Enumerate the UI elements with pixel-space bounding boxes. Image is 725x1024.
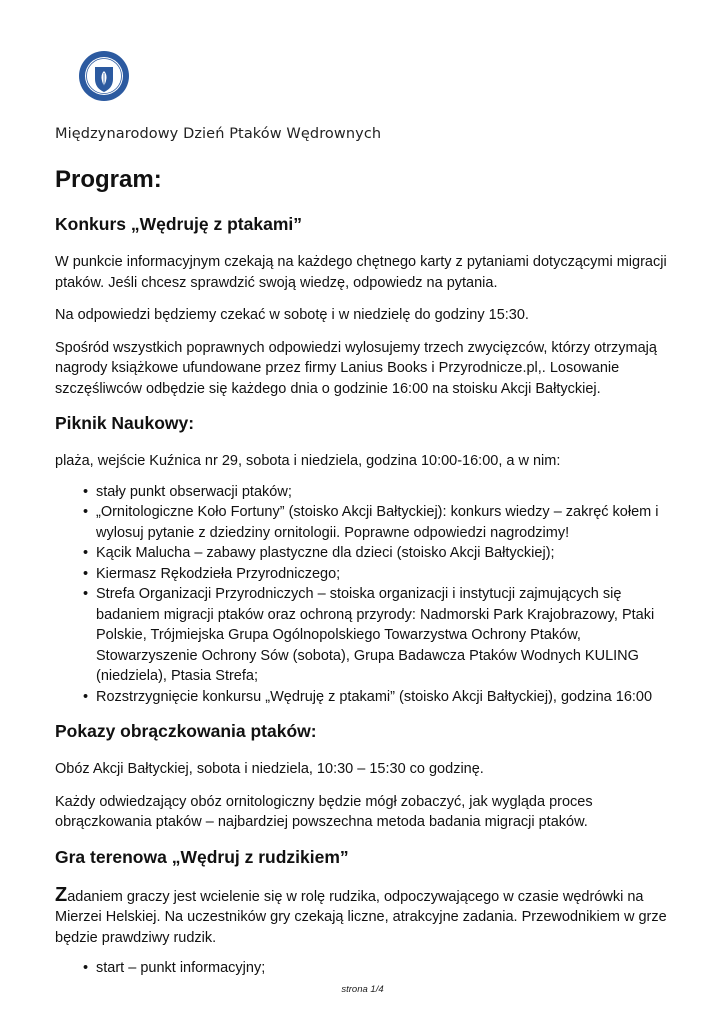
gra-paragraph-text: adaniem graczy jest wcielenie się w rolę rudzika, odpoczywającego w czasie wędrówki na Mierzei Helskiej. Na uczestników gry czekają liczne, atrakcyjne zadania. Przewodnikiem w grze będzie prawdziwy rudzik. (55, 888, 667, 946)
list-item: • Kiermasz Rękodzieła Przyrodniczego; (83, 564, 683, 585)
konkurs-paragraph-2: Na odpowiedzi będziemy czekać w sobotę i w niedzielę do godziny 15:30. (55, 307, 529, 323)
konkurs-paragraph-1: W punkcie informacyjnym czekają na każdego chętnego karty z pytaniami dotyczącymi migracji ptaków. Jeśli chcesz sprawdzić swoją wiedzę, odpowiedz na pytania. (55, 254, 667, 291)
konkurs-paragraph-3: Spośród wszystkich poprawnych odpowiedzi wylosujemy trzech zwycięzców, którzy otrzymają nagrody książkowe ufundowane przez firmy Lanius Books i Przyrodnicze.pl,. Losowanie szczęśliwców odbędzie się każdego dnia o godzinie 16:00 na stoisku Akcji Bałtyckiej. (55, 339, 657, 397)
list-item: • start – punkt informacyjny; (83, 958, 683, 979)
gra-paragraph (55, 885, 683, 949)
list-item: • stały punkt obserwacji ptaków; (83, 482, 683, 503)
gra-heading: Gra terenowa „Wędruj z rudzikiem” (55, 846, 349, 867)
main-content (55, 164, 683, 991)
page-number: strona 1/4 (341, 984, 384, 995)
list-item: • „Ornitologiczne Koło Fortuny” (stoisko Akcji Bałtyckiej): konkurs wiedzy – zakręć kołem i wylosuj pytanie z dziedziny ornitologii. Poprawne odpowiedzi nagrodzimy! (83, 502, 683, 543)
pokazy-heading: Pokazy obrączkowania ptaków: (55, 721, 317, 741)
pokazy-paragraph-1: Obóz Akcji Bałtyckiej, sobota i niedziela, 10:30 – 15:30 co godzinę. (55, 761, 484, 777)
piknik-paragraph: plaża, wejście Kuźnica nr 29, sobota i niedziela, godzina 10:00-16:00, a w nim: (55, 453, 561, 469)
piknik-heading: Piknik Naukowy: (55, 413, 195, 433)
list-item: • Strefa Organizacji Przyrodniczych – stoiska organizacji i instytucji zajmujących się badaniem migracji ptaków oraz ochroną przyrody: Nadmorski Park Krajobrazowy, Ptaki Polskie, Trójmiejska Grupa Ogólnopolskiego Towarzystwa Ochrony Ptaków, Stowarzyszenie Ochrony Sów (sobota), Grupa Badawcza Ptaków Wodnych KULING (niedziela), Ptasia Strefa; (83, 584, 683, 687)
piknik-list (55, 482, 683, 708)
document-title: Międzynarodowy Dzień Ptaków Wędrownych (55, 126, 382, 142)
drop-cap: Z (55, 883, 68, 906)
pokazy-paragraph-2: Każdy odwiedzający obóz ornitologiczny będzie mógł zobaczyć, jak wygląda proces obrączkowania ptaków – najbardziej powszechna metoda badania migracji ptaków. (55, 793, 593, 830)
list-item: • Kącik Malucha – zabawy plastyczne dla dzieci (stoisko Akcji Bałtyckiej); (83, 543, 683, 564)
gra-list (55, 958, 683, 979)
program-heading: Program: (55, 166, 162, 193)
school-seal-logo-icon (78, 50, 130, 102)
konkurs-heading: Konkurs „Wędruję z ptakami” (55, 214, 302, 234)
list-item: • Rozstrzygnięcie konkursu „Wędruję z ptakami” (stoisko Akcji Bałtyckiej), godzina 16:00 (83, 687, 683, 708)
